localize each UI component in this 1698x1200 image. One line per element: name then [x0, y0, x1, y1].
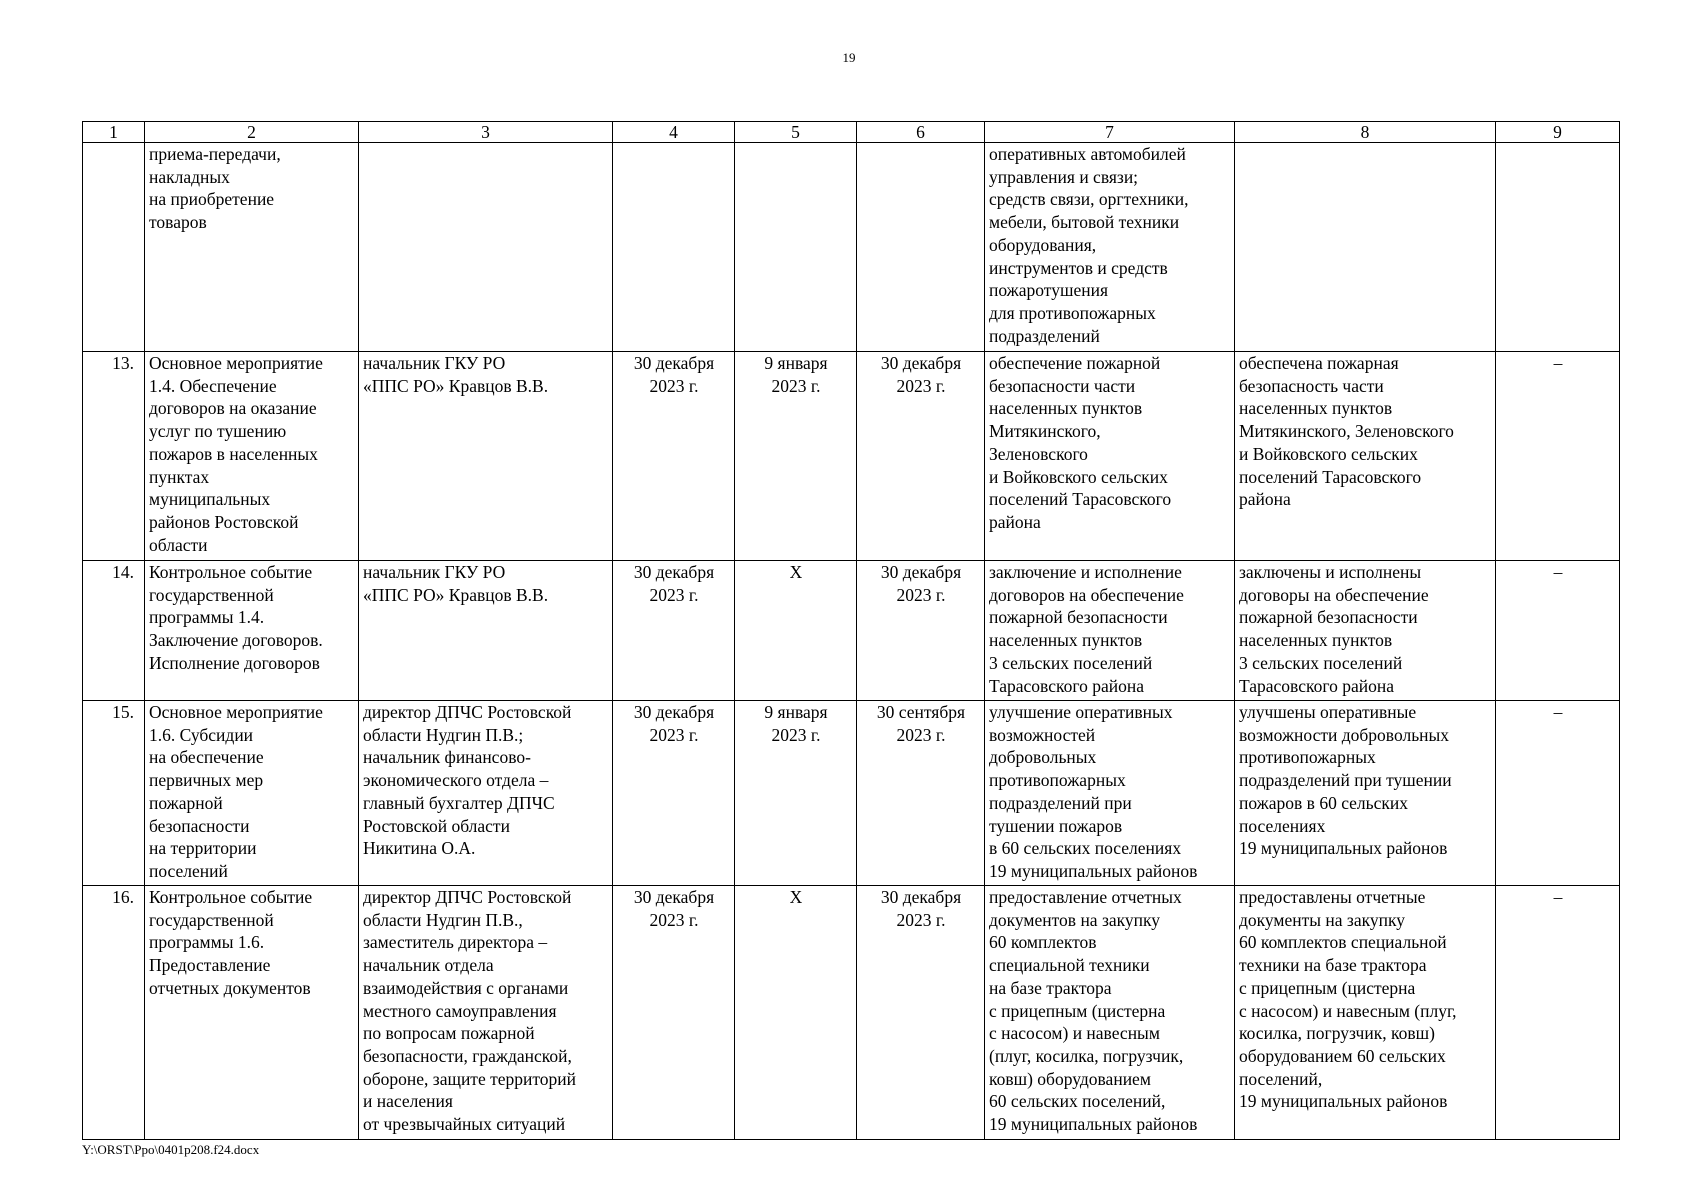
note-cell: –: [1496, 886, 1620, 1140]
actual-result-cell: [1235, 143, 1496, 352]
table-row: [83, 352, 1620, 561]
header-cell: 1: [83, 122, 145, 143]
row-number: 16.: [83, 886, 145, 1140]
header-cell: 9: [1496, 122, 1620, 143]
date-cell: Х: [735, 561, 857, 701]
event-cell: Контрольное событие государственной программы 1.4. Заключение договоров. Исполнение договоров: [145, 561, 359, 701]
actual-result-cell: предоставлены отчетные документы на закупку 60 комплектов специальной техники на базе трактора с прицепным (цистерна с насосом) и навесным (плуг, косилка, погрузчик, ковш) оборудованием 60 сельских поселений, 19 муниципальных районов: [1235, 886, 1496, 1140]
note-cell: –: [1496, 561, 1620, 701]
event-cell: Основное мероприятие 1.4. Обеспечение договоров на оказание услуг по тушению пожаров в населенных пунктах муниципальных районов Ростовской области: [145, 352, 359, 561]
responsible-cell: начальник ГКУ РО «ППС РО» Кравцов В.В.: [359, 352, 613, 561]
table-row: [83, 701, 1620, 886]
date-cell: 9 января 2023 г.: [735, 352, 857, 561]
header-cell: 5: [735, 122, 857, 143]
date-cell: 30 декабря 2023 г.: [613, 886, 735, 1140]
event-cell: Контрольное событие государственной программы 1.6. Предоставление отчетных документов: [145, 886, 359, 1140]
header-cell: 8: [1235, 122, 1496, 143]
header-cell: 6: [857, 122, 985, 143]
table-row: [83, 886, 1620, 1140]
date-cell: 9 января 2023 г.: [735, 701, 857, 886]
file-path-footer: Y:\ORST\Ppo\0401p208.f24.docx: [82, 1142, 260, 1157]
event-cell: Основное мероприятие 1.6. Субсидии на обеспечение первичных мер пожарной безопасности на территории поселений: [145, 701, 359, 886]
date-cell: 30 декабря 2023 г.: [857, 352, 985, 561]
date-cell: 30 декабря 2023 г.: [857, 561, 985, 701]
responsible-cell: директор ДПЧС Ростовской области Нудгин П.В.; начальник финансово- экономического отдела – главный бухгалтер ДПЧС Ростовской области Никитина О.А.: [359, 701, 613, 886]
row-number: 15.: [83, 701, 145, 886]
date-cell: [613, 143, 735, 352]
page-number: 19: [842, 50, 856, 65]
date-cell: 30 декабря 2023 г.: [613, 352, 735, 561]
date-cell: [857, 143, 985, 352]
report-table: [82, 121, 1620, 1140]
planned-result-cell: оперативных автомобилей управления и связи; средств связи, оргтехники, мебели, бытовой техники оборудования, инструментов и средств пожаротушения для противопожарных подразделений: [985, 143, 1235, 352]
planned-result-cell: заключение и исполнение договоров на обеспечение пожарной безопасности населенных пунктов 3 сельских поселений Тарасовского района: [985, 561, 1235, 701]
event-cell: приема-передачи, накладных на приобретение товаров: [145, 143, 359, 352]
actual-result-cell: улучшены оперативные возможности добровольных противопожарных подразделений при тушении пожаров в 60 сельских поселениях 19 муниципальных районов: [1235, 701, 1496, 886]
header-cell: 3: [359, 122, 613, 143]
note-cell: –: [1496, 701, 1620, 886]
date-cell: 30 сентября 2023 г.: [857, 701, 985, 886]
responsible-cell: начальник ГКУ РО «ППС РО» Кравцов В.В.: [359, 561, 613, 701]
header-cell: 4: [613, 122, 735, 143]
responsible-cell: директор ДПЧС Ростовской области Нудгин П.В., заместитель директора – начальник отдела взаимодействия с органами местного самоуправления по вопросам пожарной безопасности, гражданской, обороне, защите территорий и населения от чрезвычайных ситуаций: [359, 886, 613, 1140]
date-cell: 30 декабря 2023 г.: [613, 561, 735, 701]
table-row: [83, 143, 1620, 352]
header-cell: 2: [145, 122, 359, 143]
row-number: 13.: [83, 352, 145, 561]
header-cell: 7: [985, 122, 1235, 143]
date-cell: Х: [735, 886, 857, 1140]
responsible-cell: [359, 143, 613, 352]
header-row: [83, 122, 1620, 143]
actual-result-cell: обеспечена пожарная безопасность части населенных пунктов Митякинского, Зеленовского и Войковского сельских поселений Тарасовского района: [1235, 352, 1496, 561]
actual-result-cell: заключены и исполнены договоры на обеспечение пожарной безопасности населенных пунктов 3 сельских поселений Тарасовского района: [1235, 561, 1496, 701]
planned-result-cell: улучшение оперативных возможностей добровольных противопожарных подразделений при тушении пожаров в 60 сельских поселениях 19 муниципальных районов: [985, 701, 1235, 886]
date-cell: 30 декабря 2023 г.: [857, 886, 985, 1140]
date-cell: [735, 143, 857, 352]
note-cell: –: [1496, 352, 1620, 561]
planned-result-cell: предоставление отчетных документов на закупку 60 комплектов специальной техники на базе трактора с прицепным (цистерна с насосом) и навесным (плуг, косилка, погрузчик, ковш) оборудованием 60 сельских поселений, 19 муниципальных районов: [985, 886, 1235, 1140]
row-number: 14.: [83, 561, 145, 701]
table-row: [83, 561, 1620, 701]
planned-result-cell: обеспечение пожарной безопасности части населенных пунктов Митякинского, Зеленовского и Войковского сельских поселений Тарасовского района: [985, 352, 1235, 561]
date-cell: 30 декабря 2023 г.: [613, 701, 735, 886]
note-cell: [1496, 143, 1620, 352]
row-number: [83, 143, 145, 352]
